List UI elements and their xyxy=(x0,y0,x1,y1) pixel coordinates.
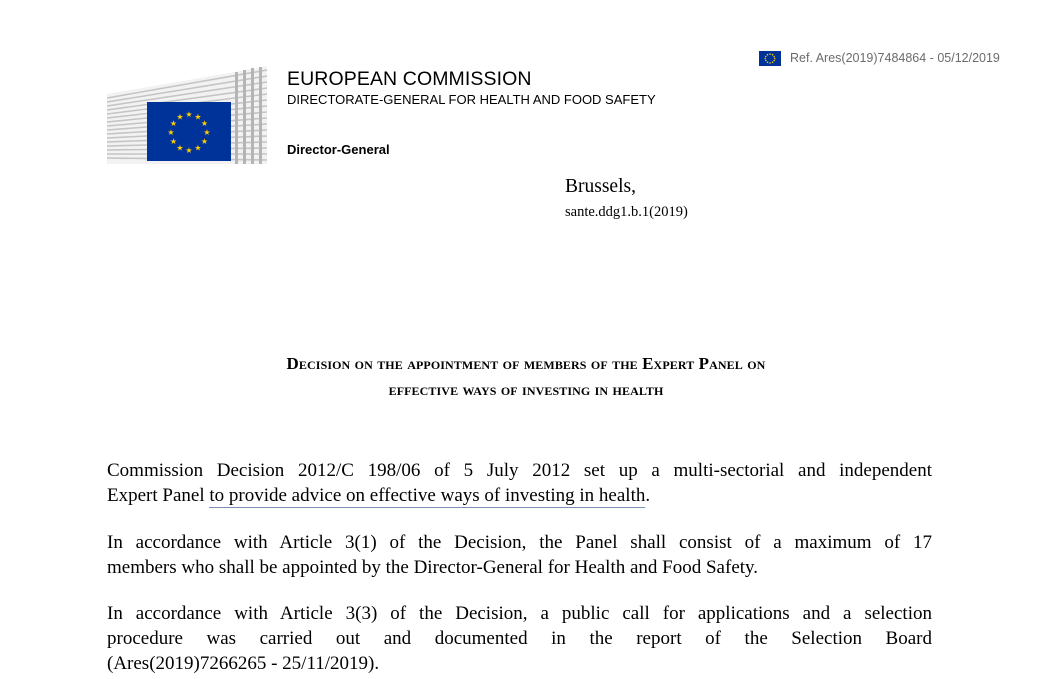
period: . xyxy=(645,485,651,506)
paragraph-2 xyxy=(107,530,932,580)
eu-flag-icon xyxy=(147,102,231,161)
svg-text:★: ★ xyxy=(200,137,209,146)
document-reference: sante.ddg1.b.1(2019) xyxy=(565,204,688,220)
paragraph-2-line-1: In accordance with Article 3(1) of the Decision, the Panel shall consist of a maximum of 17 xyxy=(107,532,932,553)
european-commission-logo xyxy=(107,66,275,164)
unit-name: Director-General xyxy=(287,142,390,157)
paragraph-3-line-3: (Ares(2019)7266265 - 25/11/2019). xyxy=(107,653,380,674)
underlined-text: to provide advice on effective ways of investing in health xyxy=(209,485,646,506)
paragraph-3-line-2: procedure was carried out and documented in the report of the Selection Board xyxy=(107,628,932,649)
place: Brussels, xyxy=(565,176,636,197)
svg-text:★: ★ xyxy=(185,146,193,155)
document-title-line-1: Decision on the appointment of members of the Expert Panel on xyxy=(286,354,766,373)
paragraph-2-line-2: members who shall be appointed by the Director-General for Health and Food Safety. xyxy=(107,557,759,578)
svg-text:★: ★ xyxy=(185,110,193,119)
svg-text:★: ★ xyxy=(203,128,211,137)
document-title-line-2: effective ways of investing in health xyxy=(388,380,664,399)
svg-text:★: ★ xyxy=(194,143,202,153)
svg-text:★: ★ xyxy=(169,137,178,146)
directorate-general: DIRECTORATE-GENERAL FOR HEALTH AND FOOD SAFETY xyxy=(287,92,656,107)
svg-text:★: ★ xyxy=(176,143,184,153)
paragraph-3-line-1: In accordance with Article 3(3) of the Decision, a public call for applications and a selection xyxy=(107,603,932,624)
svg-text:★: ★ xyxy=(176,112,184,122)
paragraph-1-line-2 xyxy=(107,483,932,508)
eu-flag-icon xyxy=(759,51,781,66)
svg-text:★: ★ xyxy=(194,112,202,122)
reference-stamp: Ref. Ares(2019)7484864 - 05/12/2019 xyxy=(790,51,1000,65)
svg-text:★: ★ xyxy=(200,119,209,128)
paragraph-1-text: Expert Panel xyxy=(107,485,210,506)
paragraph-3 xyxy=(107,601,932,676)
svg-text:★: ★ xyxy=(167,128,175,137)
paragraph-1 xyxy=(107,458,932,508)
organization-name: EUROPEAN COMMISSION xyxy=(287,68,532,90)
svg-text:★: ★ xyxy=(169,119,178,128)
paragraph-1-line-1: Commission Decision 2012/C 198/06 of 5 July 2012 set up a multi-sectorial and independent xyxy=(107,460,932,481)
